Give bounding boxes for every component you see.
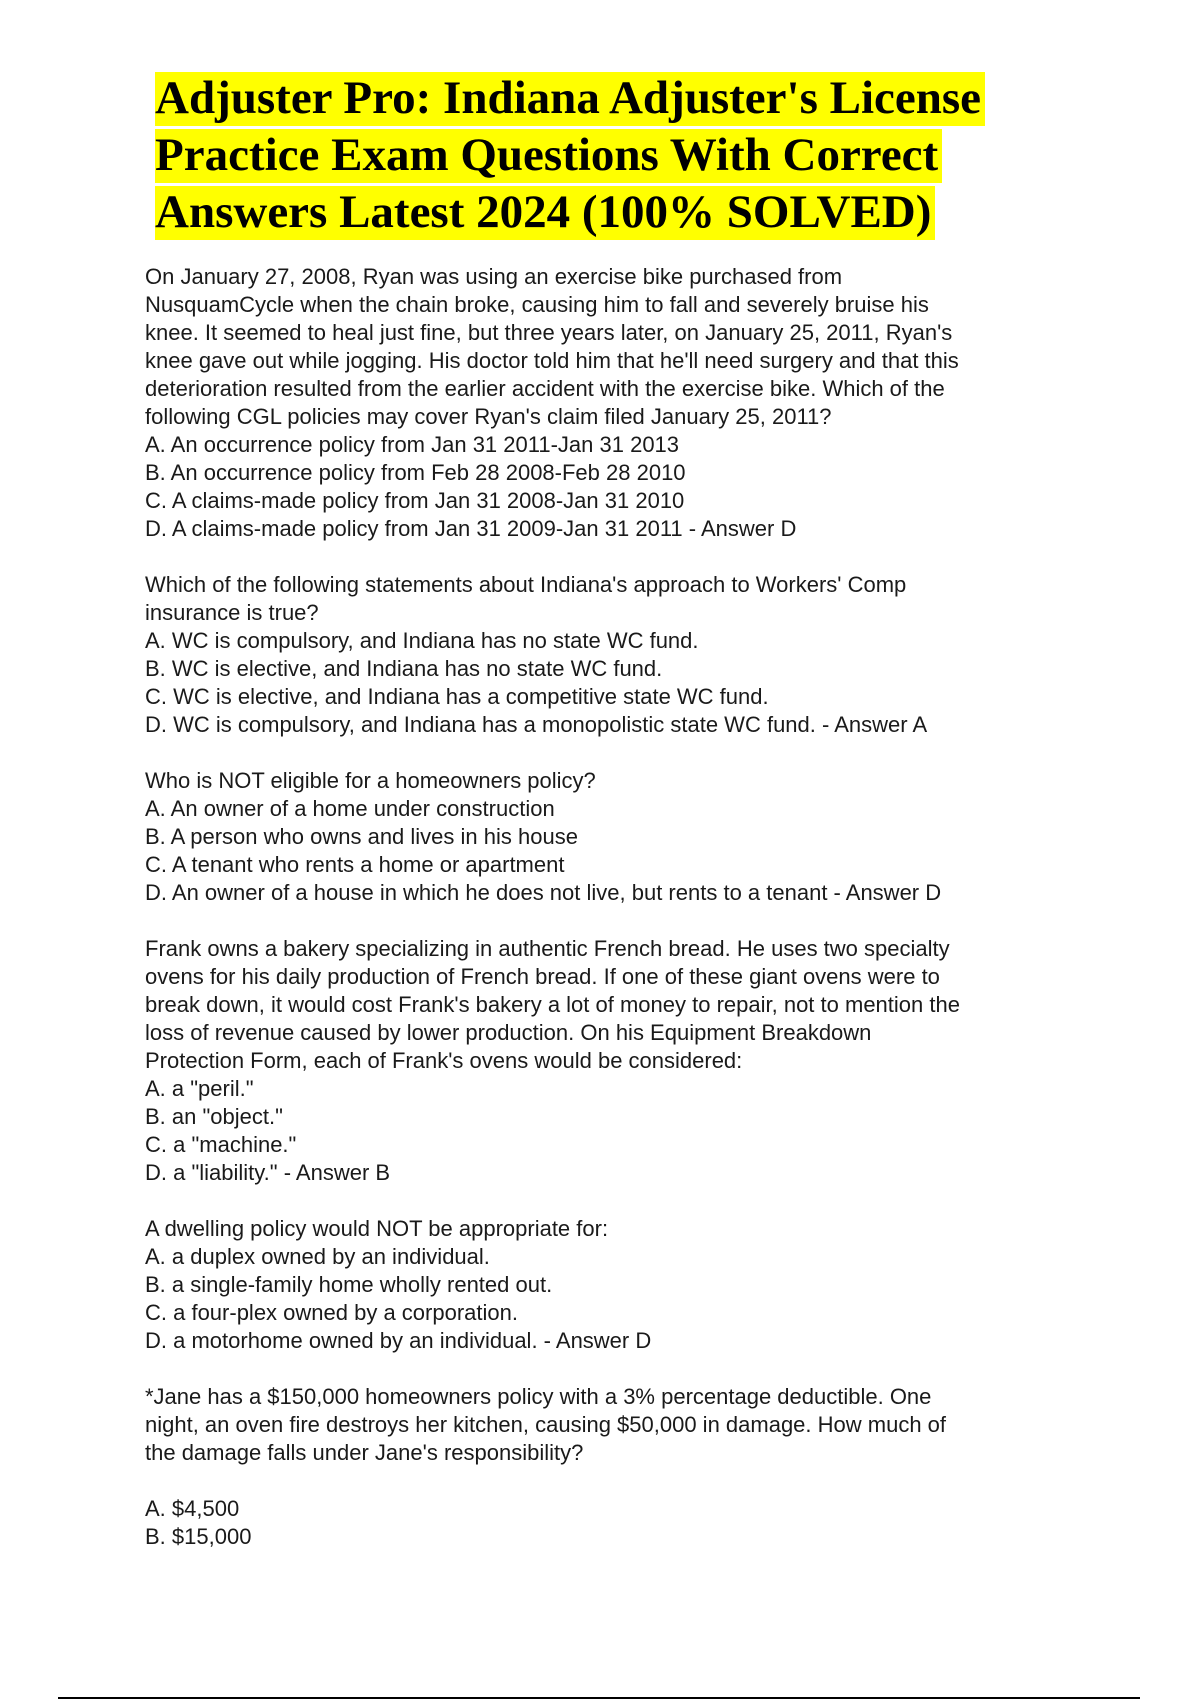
question-block <box>145 1215 1075 1355</box>
question-text-line: A dwelling policy would NOT be appropriate for: <box>145 1216 609 1241</box>
question-text-line: the damage falls under Jane's responsibility? <box>145 1440 584 1465</box>
answer-option: C. WC is elective, and Indiana has a competitive state WC fund. <box>145 684 769 709</box>
question-text-line: Protection Form, each of Frank's ovens would be considered: <box>145 1048 743 1073</box>
question-text-line: Which of the following statements about Indiana's approach to Workers' Comp <box>145 572 907 597</box>
answer-option: D. a motorhome owned by an individual. - Answer D <box>145 1328 652 1353</box>
answer-option: D. A claims-made policy from Jan 31 2009-Jan 31 2011 - Answer D <box>145 516 797 541</box>
answer-option: B. An occurrence policy from Feb 28 2008-Feb 28 2010 <box>145 460 686 485</box>
document-title <box>155 70 1115 241</box>
footer-divider <box>58 1697 1140 1699</box>
answer-option: C. a "machine." <box>145 1132 297 1157</box>
question-text-line: deterioration resulted from the earlier accident with the exercise bike. Which of the <box>145 376 945 401</box>
question-text-line: break down, it would cost Frank's bakery a lot of money to repair, not to mention the <box>145 992 960 1017</box>
answer-option: B. WC is elective, and Indiana has no state WC fund. <box>145 656 663 681</box>
answer-option: D. WC is compulsory, and Indiana has a monopolistic state WC fund. - Answer A <box>145 712 928 737</box>
question-text-line: night, an oven fire destroys her kitchen, causing $50,000 in damage. How much of <box>145 1412 947 1437</box>
question-text-line: loss of revenue caused by lower production. On his Equipment Breakdown <box>145 1020 872 1045</box>
answer-option: A. a duplex owned by an individual. <box>145 1244 490 1269</box>
answer-option: B. an "object." <box>145 1104 283 1129</box>
answer-option: A. An occurrence policy from Jan 31 2011-Jan 31 2013 <box>145 432 680 457</box>
answer-option: B. a single-family home wholly rented out. <box>145 1272 553 1297</box>
answer-option: B. A person who owns and lives in his house <box>145 824 578 849</box>
answer-option: B. $15,000 <box>145 1524 252 1549</box>
question-text-line: ovens for his daily production of French bread. If one of these giant ovens were to <box>145 964 940 989</box>
question-text-line: following CGL policies may cover Ryan's claim filed January 25, 2011? <box>145 404 832 429</box>
answer-option: C. a four-plex owned by a corporation. <box>145 1300 518 1325</box>
question-text-line: Frank owns a bakery specializing in authentic French bread. He uses two specialty <box>145 936 950 961</box>
question-block <box>145 263 1075 543</box>
answer-option: A. WC is compulsory, and Indiana has no state WC fund. <box>145 628 699 653</box>
question-text-line: On January 27, 2008, Ryan was using an exercise bike purchased from <box>145 264 843 289</box>
question-text-line: insurance is true? <box>145 600 319 625</box>
answer-option: D. a "liability." - Answer B <box>145 1160 391 1185</box>
answer-option: A. a "peril." <box>145 1076 254 1101</box>
title-line: Answers Latest 2024 (100% SOLVED) <box>155 186 935 240</box>
question-block <box>145 571 1075 739</box>
blank-line <box>145 1467 1075 1495</box>
question-block <box>145 935 1075 1187</box>
answer-option: A. An owner of a home under construction <box>145 796 555 821</box>
question-text-line: knee gave out while jogging. His doctor told him that he'll need surgery and that this <box>145 348 959 373</box>
question-list <box>145 263 1075 1579</box>
question-text-line: Who is NOT eligible for a homeowners policy? <box>145 768 596 793</box>
question-text-line: NusquamCycle when the chain broke, causing him to fall and severely bruise his <box>145 292 929 317</box>
question-block <box>145 1383 1075 1551</box>
question-text-line: knee. It seemed to heal just fine, but three years later, on January 25, 2011, Ryan's <box>145 320 953 345</box>
answer-option: C. A claims-made policy from Jan 31 2008-Jan 31 2010 <box>145 488 685 513</box>
question-text-line: *Jane has a $150,000 homeowners policy with a 3% percentage deductible. One <box>145 1384 932 1409</box>
answer-option: A. $4,500 <box>145 1496 240 1521</box>
title-line: Adjuster Pro: Indiana Adjuster's License <box>155 72 985 126</box>
answer-option: D. An owner of a house in which he does not live, but rents to a tenant - Answer D <box>145 880 942 905</box>
question-block <box>145 767 1075 907</box>
title-line: Practice Exam Questions With Correct <box>155 129 942 183</box>
answer-option: C. A tenant who rents a home or apartment <box>145 852 565 877</box>
